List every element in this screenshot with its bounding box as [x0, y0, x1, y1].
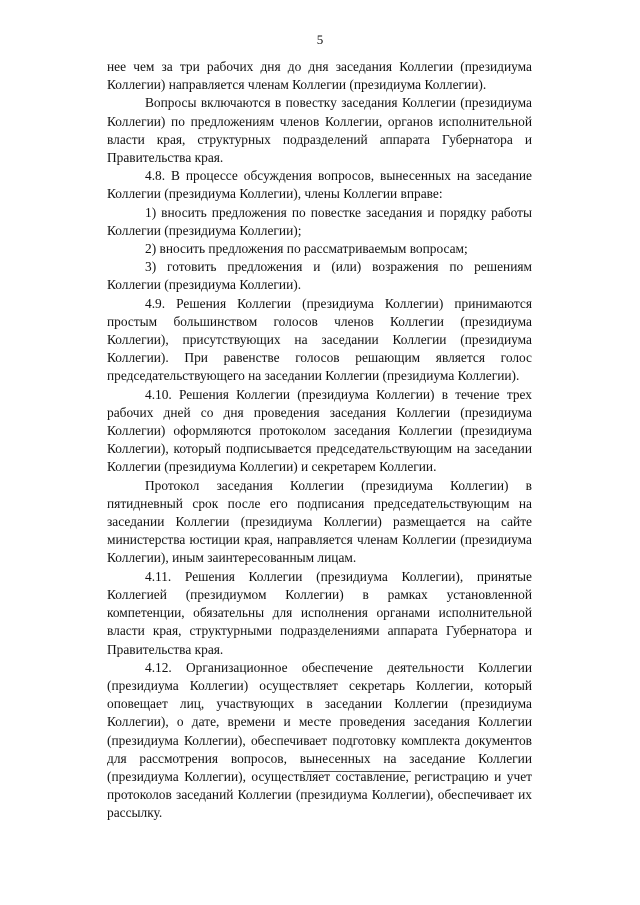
page-number: 5: [316, 32, 324, 47]
end-of-document-divider: [303, 771, 411, 772]
paragraph-4-9: 4.9. Решения Коллегии (президиума Коллегии) принимаются простым большинством голосов членов Коллегии (президиума Коллегии), присутствующих на заседании Коллегии (президиума Коллегии). При равенстве голосов решающим является голос председательствующего на заседании Коллегии (президиума Коллегии).: [107, 295, 532, 384]
paragraph-4-8: 4.8. В процессе обсуждения вопросов, вынесенных на заседание Коллегии (президиума Коллегии), члены Коллегии вправе:: [107, 168, 532, 202]
paragraph-protocol: Протокол заседания Коллегии (президиума Коллегии) в пятидневный срок после его подписания председательствующим на заседании Коллегии (президиума Коллегии) размещается на сайте министерства юстиции края, направляется членам Коллегии (президиума Коллегии), иным заинтересованным лицам.: [107, 477, 532, 566]
list-item-1: 1) вносить предложения по повестке заседания и порядку работы Коллегии (президиума Коллегии);: [107, 204, 532, 238]
paragraph-4-12: 4.12. Организационное обеспечение деятельности Коллегии (президиума Коллегии) осуществляет секретарь Коллегии, который оповещает лиц, участвующих в заседании Коллегии (президиума Коллегии), о дате, времени и месте проведения заседания Коллегии (президиума Коллегии), обеспечивает подготовку комплекта документов для рассмотрения вопросов, вынесенных на заседание Коллегии (президиума Коллегии), осуществляет составление, регистрацию и учет протоколов заседаний Коллегии (президиума Коллегии), обеспечивает их рассылку.: [107, 659, 532, 821]
paragraph-4-11: 4.11. Решения Коллегии (президиума Коллегии), принятые Коллегией (президиумом Коллегии) в рамках установленной компетенции, обязательны для исполнения органами исполнительной власти края, структурными подразделениями аппарата Губернатора и Правительства края.: [107, 568, 532, 657]
list-item-3: 3) готовить предложения и (или) возражения по решениям Коллегии (президиума Коллегии).: [107, 259, 532, 293]
paragraph-continuation: нее чем за три рабочих дня до дня заседания Коллегии (президиума Коллегии) направляется членам Коллегии (президиума Коллегии).: [107, 59, 532, 93]
list-item-2: 2) вносить предложения по рассматриваемым вопросам;: [145, 241, 468, 257]
paragraph-4-10: 4.10. Решения Коллегии (президиума Коллегии) в течение трех рабочих дней со дня проведения заседания Коллегии (президиума Коллегии) оформляются протоколом заседания Коллегии (президиума Коллегии), который подписывается председательствующим на заседании Коллегии (президиума Коллегии) и секретарем Коллегии.: [107, 386, 532, 475]
paragraph-agenda-proposals: Вопросы включаются в повестку заседания Коллегии (президиума Коллегии) по предложениям членов Коллегии, органов исполнительной власти края, структурных подразделений аппарата Губернатора и Правительства края.: [107, 95, 532, 166]
document-body: [107, 58, 532, 823]
